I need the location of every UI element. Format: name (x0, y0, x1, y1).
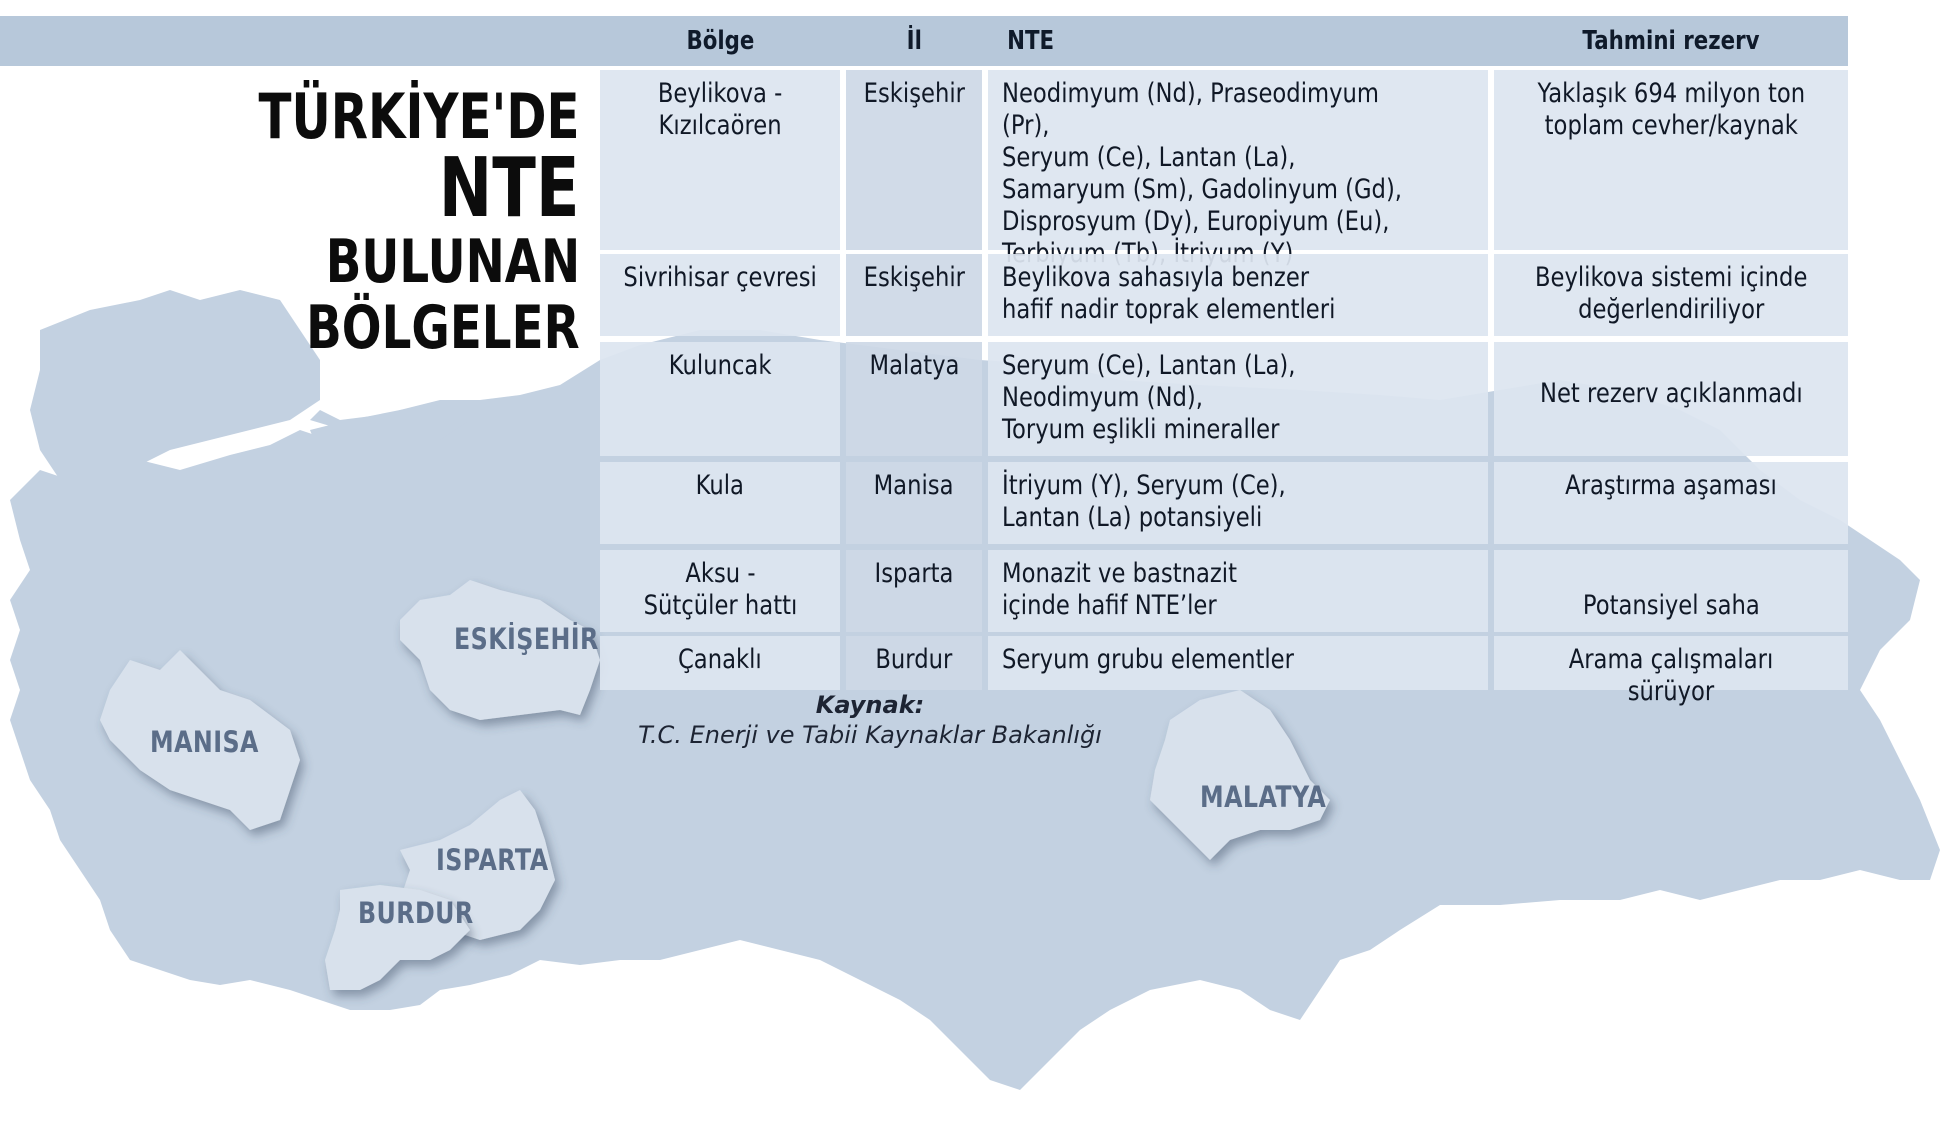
province-label-isparta: ISPARTA (436, 843, 549, 877)
table-row (0, 254, 1848, 336)
cell-text: Manisa (874, 470, 954, 501)
table-row (0, 70, 1848, 250)
table-header-row (0, 16, 1848, 66)
province-label-manisa: MANISA (150, 725, 259, 759)
cell-text: Kuluncak (668, 350, 772, 381)
cell-bolge (600, 636, 840, 690)
cell-bolge (600, 342, 840, 456)
table-row (0, 342, 1848, 456)
province-label-eskisehir: ESKİŞEHİR (454, 622, 599, 656)
source-text: T.C. Enerji ve Tabii Kaynaklar Bakanlığı (638, 721, 1102, 749)
cell-bolge (600, 70, 840, 250)
cell-il (846, 636, 982, 690)
cell-rezerv (1494, 342, 1848, 456)
cell-text: Isparta (874, 558, 954, 589)
table-row (0, 462, 1848, 544)
cell-nte (988, 550, 1488, 632)
cell-il (846, 462, 982, 544)
header-bolge: Bölge (686, 26, 754, 56)
cell-bolge (600, 550, 840, 632)
cell-il (846, 70, 982, 250)
cell-text: Kula (695, 470, 745, 501)
cell-text: Seryum (Ce), Lantan (La), Neodimyum (Nd), Toryum eşlikli mineraller (1002, 350, 1296, 445)
cell-text: Yaklaşık 694 milyon ton toplam cevher/kaynak (1537, 78, 1805, 141)
cell-text: Malatya (869, 350, 959, 381)
cell-rezerv (1494, 636, 1848, 707)
cell-bolge (600, 254, 840, 336)
cell-text: Beylikova - Kızılcaören (657, 78, 783, 141)
cell-nte (988, 254, 1488, 336)
title-line-2: NTE (439, 141, 580, 236)
cell-text: Net rezerv açıklanmadı (1539, 378, 1803, 409)
cell-text: Monazit ve bastnazit içinde hafif NTE’ler (1002, 558, 1237, 621)
cell-text: Eskişehir (863, 262, 965, 293)
cell-nte (988, 636, 1488, 690)
header-nte: NTE (1007, 26, 1055, 56)
table-row (0, 550, 1848, 632)
cell-nte (988, 70, 1488, 250)
cell-text: Beylikova sistemi içinde değerlendiriliyor (1534, 262, 1808, 325)
cell-text: Burdur (875, 644, 953, 675)
cell-il (846, 550, 982, 632)
cell-nte (988, 342, 1488, 456)
cell-text: Beylikova sahasıyla benzer hafif nadir toprak elementleri (1002, 262, 1336, 325)
cell-text: Arama çalışmaları sürüyor (1568, 644, 1774, 707)
cell-text: Çanaklı (678, 644, 762, 675)
cell-il (846, 342, 982, 456)
cell-bolge (600, 462, 840, 544)
source-note (600, 690, 1140, 750)
cell-rezerv (1494, 70, 1848, 250)
header-il: İl (906, 26, 922, 56)
title-line-4: BÖLGELER (306, 293, 580, 363)
source-label: Kaynak: (815, 691, 925, 719)
cell-nte (988, 462, 1488, 544)
header-tahmini-rezerv: Tahmini rezerv (1582, 26, 1760, 56)
cell-text: Araştırma aşaması (1565, 470, 1777, 501)
cell-text: Neodimyum (Nd), Praseodimyum (Pr), Seryum (Ce), Lantan (La), Samaryum (Sm), Gadolinyum (Gd), Disprosyum (Dy), Europiyum (Eu), (1002, 78, 1403, 237)
cell-rezerv (1494, 462, 1848, 544)
province-label-burdur: BURDUR (358, 896, 474, 930)
cell-text: İtriyum (Y), Seryum (Ce), Lantan (La) potansiyeli (1002, 470, 1286, 533)
cell-text: Eskişehir (863, 78, 965, 109)
cell-il (846, 254, 982, 336)
province-label-malatya: MALATYA (1200, 780, 1327, 814)
cell-rezerv (1494, 550, 1848, 632)
cell-text: Sivrihisar çevresi (623, 262, 817, 293)
title-line-1: TÜRKİYE'DE (258, 80, 580, 153)
title-line-3: BULUNAN (325, 227, 580, 297)
cell-text: Potansiyel saha (1582, 590, 1760, 621)
cell-rezerv (1494, 254, 1848, 336)
cell-text: Seryum grubu elementler (1002, 644, 1294, 675)
cell-text: Aksu - Sütçüler hattı (643, 558, 797, 621)
